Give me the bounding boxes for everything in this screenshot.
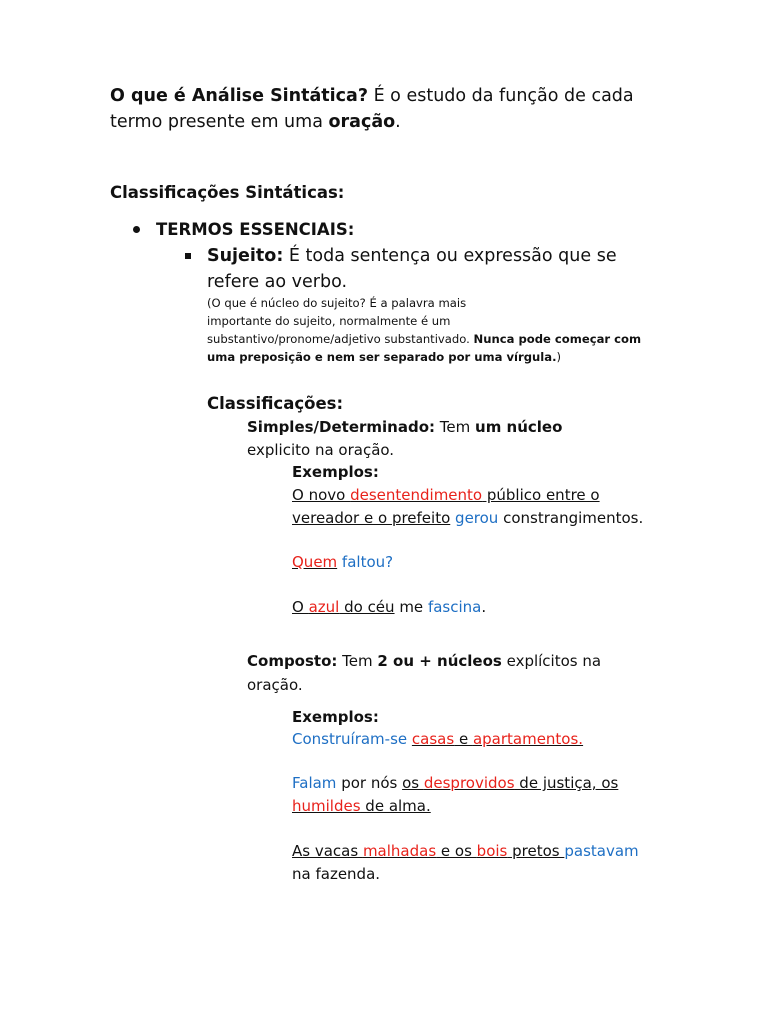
note-text: substantivo/pronome/adjetivo substantivado. — [207, 332, 474, 346]
example-nucleus: bois — [476, 842, 508, 860]
example-subject: de justiça, os — [514, 774, 619, 792]
simples-text-cont: explicito na oração. — [247, 441, 395, 459]
note-bold: Nunca pode começar com — [473, 332, 642, 346]
example-text: na fazenda. — [292, 865, 381, 883]
composto-bold: 2 ou + núcleos — [377, 652, 502, 670]
sujeito-definition-cont: refere ao verbo. — [207, 272, 348, 292]
example-subject: As vacas — [292, 842, 363, 860]
intro-text: termo presente em uma — [110, 112, 329, 132]
example-nucleus: desentendimento — [350, 486, 483, 504]
example-subject: O novo — [292, 486, 351, 504]
example-nucleus: malhadas — [362, 842, 437, 860]
simples-text: Tem — [435, 418, 476, 436]
intro-line-1 — [110, 86, 634, 106]
example-subject: os — [402, 774, 424, 792]
composto-text: explícitos na — [501, 652, 602, 670]
example-subject: e os — [436, 842, 477, 860]
sujeito-definition: É toda sentença ou expressão que se — [283, 246, 617, 266]
square-bullet-icon — [185, 253, 191, 259]
composto-example-3-line-1 — [292, 842, 639, 860]
simples-example-3 — [292, 598, 486, 616]
example-verb: Falam — [292, 774, 337, 792]
example-nucleus: apartamentos. — [472, 730, 584, 748]
intro-bold-word: oração — [328, 112, 396, 132]
intro-answer: É o estudo da função de cada — [368, 86, 634, 106]
example-text: por nós — [336, 774, 403, 792]
example-text: constrangimentos. — [498, 509, 644, 527]
section-title-text: Classificações Sintáticas: — [110, 183, 345, 202]
example-subject: vereador e o prefeito — [292, 509, 451, 527]
composto-label: Composto: — [247, 652, 338, 670]
example-subject: do céu — [339, 598, 395, 616]
example-verb: fascina — [427, 598, 482, 616]
example-verb: Construíram-se — [292, 730, 408, 748]
example-subject: pretos — [507, 842, 565, 860]
example-verb: pastavam — [564, 842, 639, 860]
classificacoes-label: Classificações: — [207, 394, 344, 413]
composto-example-2-line-2 — [292, 797, 431, 815]
exemplos-label: Exemplos: — [292, 708, 379, 726]
sujeito-line-2 — [207, 272, 347, 292]
example-nucleus: humildes — [292, 797, 361, 815]
example-nucleus: Quem — [292, 553, 338, 571]
example-verb: gerou — [455, 509, 499, 527]
note-bold: uma preposição e nem ser separado por uma vírgula. — [207, 350, 557, 364]
simples-line-2 — [247, 441, 394, 459]
simples-example-2 — [292, 553, 393, 571]
composto-line-2 — [247, 676, 303, 694]
note-text: importante do sujeito, normalmente é um — [207, 314, 451, 328]
composto-example-1 — [292, 730, 583, 748]
example-subject: público entre o — [482, 486, 600, 504]
composto-text-cont: oração. — [247, 676, 303, 694]
bullet-icon — [133, 226, 140, 233]
section-title — [110, 183, 344, 202]
composto-example-2-line-1 — [292, 774, 618, 792]
sujeito-note-3 — [207, 332, 641, 346]
intro-period: . — [395, 112, 401, 132]
sujeito-note-1 — [207, 296, 466, 310]
example-verb: faltou? — [337, 553, 394, 571]
simples-bold: um núcleo — [475, 418, 563, 436]
example-subject: O — [292, 598, 309, 616]
example-period: . — [481, 598, 487, 616]
composto-line-1 — [247, 652, 601, 670]
sujeito-note-2 — [207, 314, 450, 328]
sujeito-line-1 — [207, 246, 617, 266]
composto-exemplos — [292, 708, 379, 726]
example-text: me — [394, 598, 428, 616]
simples-label: Simples/Determinado: — [247, 418, 436, 436]
simples-line-1 — [247, 418, 562, 436]
simples-example-1-line-1 — [292, 486, 600, 504]
example-nucleus: casas — [411, 730, 455, 748]
example-subject: e — [454, 730, 473, 748]
intro-question: O que é Análise Sintática? — [110, 86, 368, 106]
note-paren: ) — [556, 350, 562, 364]
intro-line-2 — [110, 112, 401, 132]
classificacoes-heading — [207, 394, 343, 413]
termos-essenciais-label: TERMOS ESSENCIAIS: — [156, 220, 355, 239]
termos-essenciais — [156, 220, 354, 239]
composto-example-3-line-2 — [292, 865, 380, 883]
note-text: (O que é núcleo do sujeito? É a palavra mais — [207, 296, 467, 310]
composto-text: Tem — [337, 652, 378, 670]
exemplos-label: Exemplos: — [292, 463, 379, 481]
example-nucleus: azul — [308, 598, 340, 616]
example-nucleus: desprovidos — [423, 774, 515, 792]
sujeito-label: Sujeito: — [207, 246, 284, 266]
simples-exemplos — [292, 463, 379, 481]
simples-example-1-line-2 — [292, 509, 643, 527]
sujeito-note-4 — [207, 350, 561, 364]
example-subject: de alma. — [360, 797, 431, 815]
